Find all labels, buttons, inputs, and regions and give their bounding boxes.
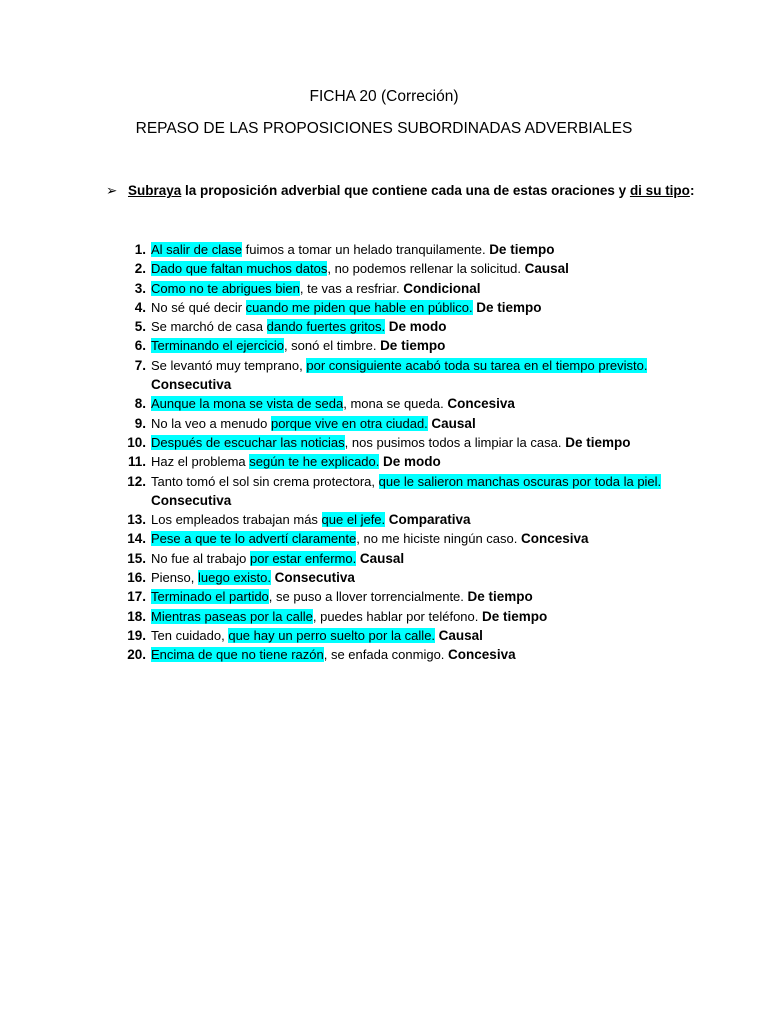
highlighted-clause: dando fuertes gritos. bbox=[266, 319, 386, 335]
list-item bbox=[118, 626, 738, 645]
clause-type: Causal bbox=[524, 261, 569, 277]
highlighted-clause: por estar enfermo. bbox=[250, 550, 357, 566]
clause-type: De modo bbox=[388, 319, 447, 335]
list-item bbox=[118, 394, 738, 413]
item-number: 4. bbox=[134, 299, 146, 315]
sentence-text: , puedes hablar por teléfono. bbox=[312, 608, 482, 624]
list-item bbox=[118, 356, 738, 395]
clause-type: Causal bbox=[438, 627, 483, 643]
list-item bbox=[118, 568, 738, 587]
list-item bbox=[118, 240, 738, 259]
item-number: 16. bbox=[127, 570, 146, 586]
item-number: 9. bbox=[134, 415, 146, 431]
item-number: 8. bbox=[134, 396, 146, 412]
sentence-list bbox=[118, 240, 738, 665]
highlighted-clause: que hay un perro suelto por la calle. bbox=[228, 627, 436, 643]
highlighted-clause: que el jefe. bbox=[321, 512, 386, 528]
sentence-text: Los empleados trabajan más bbox=[151, 512, 322, 528]
item-number: 19. bbox=[127, 627, 146, 643]
list-item bbox=[118, 472, 738, 511]
list-item bbox=[118, 452, 738, 471]
clause-type: De tiempo bbox=[489, 242, 555, 257]
item-number: 17. bbox=[127, 589, 146, 605]
sentence-text: , te vas a resfriar. bbox=[299, 280, 404, 296]
highlighted-clause: Aunque la mona se vista de seda bbox=[151, 396, 344, 412]
arrow-bullet-icon: ➢ bbox=[106, 183, 118, 198]
sentence-text: Se marchó de casa bbox=[151, 319, 267, 335]
sentence-text: , se enfada conmigo. bbox=[323, 647, 449, 663]
item-number: 3. bbox=[134, 280, 146, 296]
list-item bbox=[118, 317, 738, 336]
clause-type: Concesiva bbox=[447, 396, 515, 412]
list-item bbox=[118, 645, 738, 664]
sentence-text: No fue al trabajo bbox=[151, 550, 251, 566]
item-number: 13. bbox=[127, 512, 146, 528]
list-item bbox=[118, 549, 738, 568]
highlighted-clause: porque vive en otra ciudad. bbox=[270, 415, 428, 431]
sentence-text: Tanto tomó el sol sin crema protectora, bbox=[151, 473, 379, 489]
page-subtitle: REPASO DE LAS PROPOSICIONES SUBORDINADAS ADVERBIALES bbox=[135, 120, 633, 137]
clause-type: Causal bbox=[359, 550, 405, 566]
highlighted-clause: cuando me piden que hable en público. bbox=[245, 299, 473, 315]
item-number: 7. bbox=[134, 357, 146, 373]
clause-type: De tiempo bbox=[481, 608, 548, 624]
item-number: 2. bbox=[134, 261, 146, 277]
clause-type: Consecutiva bbox=[274, 570, 355, 586]
item-number: 12. bbox=[127, 473, 146, 489]
instruction-verb: Subraya bbox=[128, 183, 182, 198]
list-item bbox=[118, 279, 738, 298]
highlighted-clause: que le salieron manchas oscuras por toda la piel. bbox=[378, 473, 662, 489]
highlighted-clause: Dado que faltan muchos datos bbox=[151, 261, 328, 277]
highlighted-clause: luego existo. bbox=[197, 570, 271, 586]
clause-type: Concesiva bbox=[521, 531, 589, 547]
sentence-text: No la veo a menudo bbox=[151, 415, 271, 431]
clause-type: Consecutiva bbox=[151, 492, 232, 508]
clause-type: De tiempo bbox=[561, 434, 631, 450]
clause-type: Comparativa bbox=[388, 512, 471, 528]
clause-type: Concesiva bbox=[448, 647, 516, 663]
clause-type: De tiempo bbox=[476, 299, 542, 315]
clause-type: De tiempo bbox=[467, 589, 533, 605]
instruction bbox=[106, 183, 694, 199]
item-number: 11. bbox=[127, 454, 146, 470]
clause-type: Causal bbox=[431, 415, 476, 431]
highlighted-clause: Pese a que te lo advertí claramente bbox=[151, 531, 357, 547]
sentence-text: Pienso, bbox=[151, 570, 198, 586]
item-number: 5. bbox=[134, 319, 146, 335]
item-number: 1. bbox=[134, 242, 146, 257]
sentence-text: , nos pusimos todos a limpiar la casa. bbox=[344, 434, 562, 450]
instruction-colon: : bbox=[689, 183, 695, 198]
instruction-text: la proposición adverbial que contiene cada una de estas oraciones y bbox=[181, 183, 630, 198]
list-item bbox=[118, 433, 738, 452]
highlighted-clause: Después de escuchar las noticias bbox=[151, 434, 345, 450]
sentence-text: No sé qué decir bbox=[151, 299, 246, 315]
clause-type: Condicional bbox=[403, 280, 481, 296]
sentence-text: , no me hiciste ningún caso. bbox=[356, 531, 521, 547]
list-item bbox=[118, 259, 738, 278]
list-item bbox=[118, 529, 738, 548]
item-number: 18. bbox=[127, 608, 146, 624]
clause-type: De modo bbox=[383, 454, 441, 470]
highlighted-clause: Encima de que no tiene razón bbox=[151, 647, 324, 663]
sentence-text: Ten cuidado, bbox=[151, 627, 229, 643]
clause-type: Consecutiva bbox=[151, 377, 232, 393]
instruction-type: di su tipo bbox=[629, 183, 690, 198]
list-item bbox=[118, 298, 738, 317]
sentence-text: , no podemos rellenar la solicitud. bbox=[327, 261, 525, 277]
sentence-text: , se puso a llover torrencialmente. bbox=[268, 589, 468, 605]
highlighted-clause: Al salir de clase bbox=[151, 242, 243, 257]
list-item bbox=[118, 587, 738, 606]
list-item bbox=[118, 607, 738, 626]
highlighted-clause: Como no te abrigues bien bbox=[151, 280, 300, 296]
clause-type: De tiempo bbox=[380, 338, 446, 354]
item-number: 6. bbox=[134, 338, 146, 354]
page-title: FICHA 20 (Correción) bbox=[309, 88, 459, 105]
sentence-text: , mona se queda. bbox=[343, 396, 448, 412]
item-number: 15. bbox=[127, 550, 146, 566]
sentence-text: Se levantó muy temprano, bbox=[151, 357, 307, 373]
sentence-text: fuimos a tomar un helado tranquilamente. bbox=[242, 242, 490, 257]
list-item bbox=[118, 336, 738, 355]
highlighted-clause: Mientras paseas por la calle bbox=[151, 608, 313, 624]
highlighted-clause: Terminado el partido bbox=[151, 589, 269, 605]
highlighted-clause: por consiguiente acabó toda su tarea en el tiempo previsto. bbox=[306, 357, 648, 373]
highlighted-clause: Terminando el ejercicio bbox=[151, 338, 284, 354]
item-number: 14. bbox=[127, 531, 146, 547]
sentence-text: , sonó el timbre. bbox=[283, 338, 381, 354]
sentence-text: Haz el problema bbox=[151, 454, 250, 470]
list-item bbox=[118, 510, 738, 529]
item-number: 10. bbox=[127, 434, 146, 450]
highlighted-clause: según te he explicado. bbox=[249, 454, 380, 470]
item-number: 20. bbox=[127, 647, 146, 663]
list-item bbox=[118, 414, 738, 433]
